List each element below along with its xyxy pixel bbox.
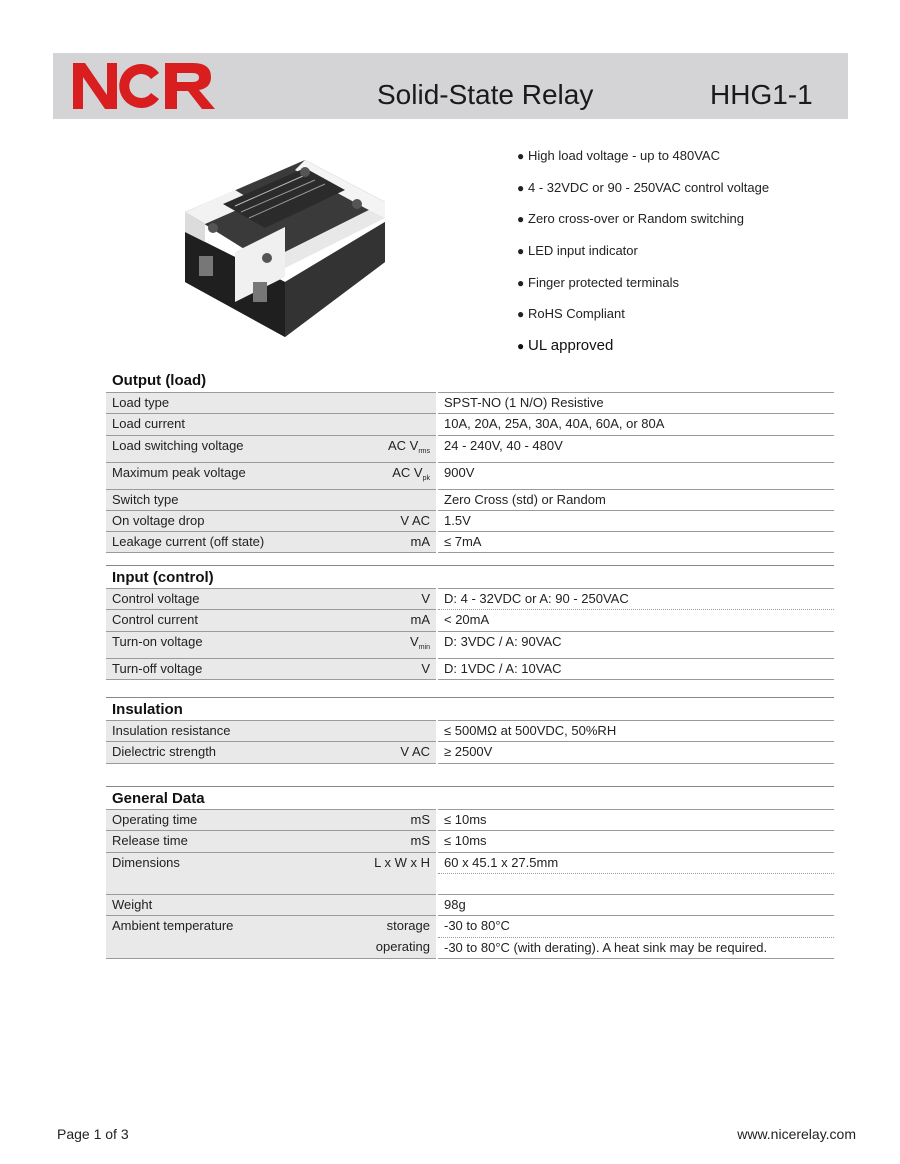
page-title: Solid-State Relay	[377, 79, 594, 110]
feature-item: ● Finger protected terminals	[517, 274, 680, 290]
website-link[interactable]: www.nicerelay.com	[737, 1126, 856, 1142]
feature-item: ● RoHS Compliant	[517, 306, 625, 322]
table-row: Dimensions L x W x H 60 x 45.1 x 27.5mm	[106, 852, 834, 873]
section-title: Input (control)	[106, 565, 834, 588]
ncr-logo	[73, 61, 215, 111]
insulation-section	[106, 697, 834, 764]
output-table	[106, 392, 834, 553]
feature-item: ● Zero cross-over or Random switching	[517, 211, 745, 227]
table-row: Leakage current (off state) mA ≤ 7mA	[106, 532, 834, 553]
model-number: HHG1-1	[710, 79, 813, 110]
table-row: Switch type Zero Cross (std) or Random	[106, 489, 834, 510]
table-row: Dielectric strength V AC ≥ 2500V	[106, 742, 834, 763]
section-title: Output (load)	[112, 372, 207, 389]
feature-item: ● LED input indicator	[517, 243, 638, 259]
general-section	[106, 786, 834, 959]
table-row: Operating time mS ≤ 10ms	[106, 810, 834, 831]
input-section	[106, 565, 834, 680]
header-band	[53, 53, 848, 119]
table-row: Release time mS ≤ 10ms	[106, 831, 834, 852]
table-row: Turn-off voltage V D: 1VDC / A: 10VAC	[106, 658, 834, 679]
table-row: operating -30 to 80°C (with derating). A heat sink may be required.	[106, 937, 834, 958]
table-row: Insulation resistance ≤ 500MΩ at 500VDC, 50%RH	[106, 721, 834, 742]
table-row: Turn-on voltage $V_{min}$ D: 3VDC / A: 90VAC	[106, 631, 834, 658]
output-section	[106, 369, 834, 553]
table-row: Control current mA < 20mA	[106, 610, 834, 631]
feature-item: ● High load voltage - up to 480VAC	[517, 148, 720, 163]
input-table	[106, 588, 834, 680]
feature-item: ● 4 - 32VDC or 90 - 250VAC control voltage	[517, 179, 770, 195]
section-title: Insulation	[106, 697, 834, 720]
table-row: Maximum peak voltage AC $V_{pk}$ 900V	[106, 462, 834, 489]
table-row: Weight 98g	[106, 895, 834, 916]
table-row: Control voltage V D: 4 - 32VDC or A: 90 - 250VAC	[106, 589, 834, 610]
feature-list	[517, 148, 769, 370]
table-row: Ambient temperature storage -30 to 80°C	[106, 916, 834, 937]
feature-item: ● UL approved	[517, 337, 614, 355]
table-row: On voltage drop V AC 1.5V	[106, 510, 834, 531]
table-row: Load switching voltage AC $V_{rms}$ 24 - 240V, 40 - 480V	[106, 435, 834, 462]
product-photo	[175, 152, 395, 352]
page-number: Page 1 of 3	[57, 1126, 129, 1142]
table-row: Load type SPST-NO (1 N/O) Resistive	[106, 393, 834, 414]
table-row: Load current 10A, 20A, 25A, 30A, 40A, 60A, or 80A	[106, 414, 834, 435]
section-title: General Data	[106, 786, 834, 809]
general-table	[106, 809, 834, 959]
insulation-table	[106, 720, 834, 764]
